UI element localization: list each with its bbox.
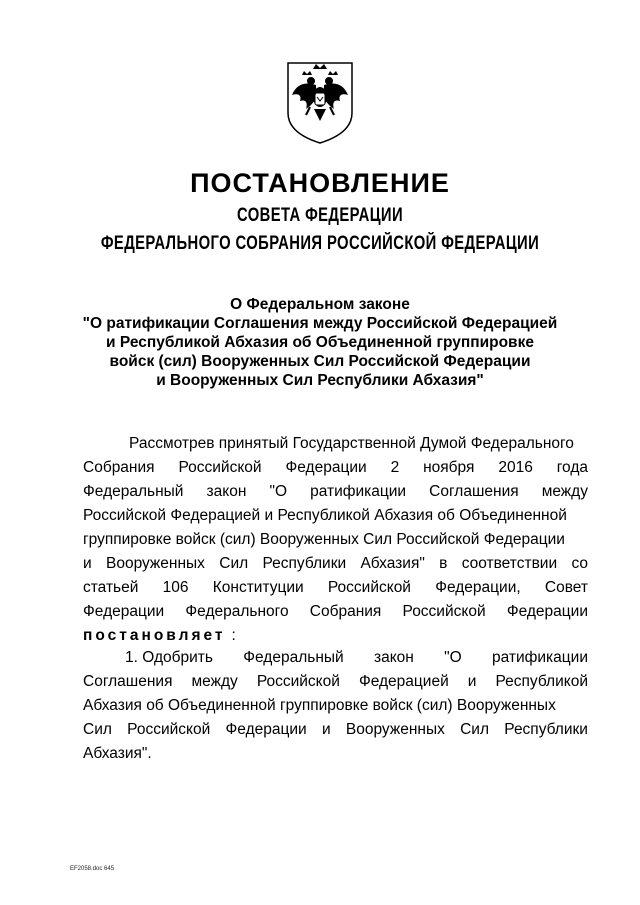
- law-heading-line: и Республикой Абхазия об Объединенной группировке: [106, 334, 534, 351]
- word: Вооруженных: [105, 555, 205, 572]
- word: группировке войск (сил) Вооруженных Сил Российской Федерации: [83, 531, 565, 548]
- word: Российской: [327, 579, 411, 596]
- word: закон: [373, 649, 414, 666]
- text-line: [83, 576, 588, 600]
- coat-of-arms-emblem: [280, 55, 360, 145]
- law-heading-line: "О ратификации Соглашения между Российской Федерацией: [82, 315, 558, 332]
- word: Абхазия об Объединенной группировке войск (сил) Вооруженных: [83, 697, 556, 714]
- document-title: ПОСТАНОВЛЕНИЕ: [190, 168, 450, 198]
- word: Собрания: [309, 603, 382, 620]
- word: 2: [390, 459, 400, 476]
- word: и: [83, 555, 92, 572]
- word: Российской: [256, 673, 340, 690]
- word: Федерации,: [435, 579, 521, 596]
- text-line: [83, 624, 588, 648]
- word: 1. Одобрить: [125, 649, 213, 666]
- word: закон: [206, 483, 247, 500]
- word: Республики: [262, 555, 347, 572]
- word: Федерации: [83, 603, 165, 620]
- word: ратификации: [491, 649, 588, 666]
- word: Федерации: [285, 459, 367, 476]
- word: "О: [269, 483, 288, 500]
- text-line: [83, 742, 588, 766]
- law-heading-line: войск (сил) Вооруженных Сил Российской Федерации: [109, 353, 531, 370]
- word: Абхазия": [360, 555, 425, 572]
- word: 2016: [498, 459, 533, 476]
- text-line: [83, 552, 588, 576]
- text-line: [83, 432, 588, 456]
- text-line: [83, 646, 588, 670]
- resolves-colon: :: [231, 627, 236, 644]
- word: Федеральный: [243, 649, 344, 666]
- word: Российской: [127, 721, 211, 738]
- word: года: [556, 459, 588, 476]
- word: Федерацией: [358, 673, 449, 690]
- word: между: [191, 673, 238, 690]
- word: Республикой: [495, 673, 588, 690]
- text-line: [83, 456, 588, 480]
- word: 106: [162, 579, 189, 596]
- word: Соглашения: [429, 483, 519, 500]
- law-heading-line: О Федеральном законе: [230, 296, 410, 313]
- issuer-line-1: СОВЕТА ФЕДЕРАЦИИ: [236, 205, 404, 226]
- word: ноября: [423, 459, 475, 476]
- word: Федерации: [225, 721, 307, 738]
- issuer-line-2: ФЕДЕРАЛЬНОГО СОБРАНИЯ РОССИЙСКОЙ ФЕДЕРАЦИИ: [100, 233, 540, 254]
- text-line: [83, 528, 588, 552]
- word: Сил: [83, 721, 112, 738]
- word: Рассмотрев принятый Государственной Думой Федерального: [129, 435, 574, 452]
- text-line: [83, 504, 588, 528]
- word: Российской Федерацией и Республикой Абхазия об Объединенной: [83, 507, 567, 524]
- word: Соглашения: [83, 673, 173, 690]
- preamble-paragraph: [83, 432, 588, 648]
- text-line: [83, 600, 588, 624]
- text-line: [83, 694, 588, 718]
- word: в: [439, 555, 448, 572]
- word: ратификации: [310, 483, 407, 500]
- word: Вооруженных: [345, 721, 445, 738]
- word: и: [321, 721, 331, 738]
- word: Российской: [402, 603, 486, 620]
- resolution-item-1: [83, 646, 588, 766]
- law-heading-line: и Вооруженных Сил Республики Абхазия": [156, 372, 484, 389]
- word: Сил: [219, 555, 249, 572]
- word: Федерации: [506, 603, 588, 620]
- word: Республики: [504, 721, 588, 738]
- text-line: [83, 670, 588, 694]
- word: Абхазия".: [83, 745, 152, 762]
- word: Российской: [178, 459, 262, 476]
- word: между: [541, 483, 588, 500]
- word: соответствии: [461, 555, 558, 572]
- word: Совет: [544, 579, 588, 596]
- word: Собрания: [83, 459, 155, 476]
- word: со: [571, 555, 588, 572]
- word: и: [467, 673, 477, 690]
- word: Федеральный: [83, 483, 184, 500]
- law-heading: [0, 295, 640, 390]
- word: "О: [444, 649, 462, 666]
- document-code: EF2058.doc 645: [70, 866, 115, 872]
- word: Конституции: [212, 579, 304, 596]
- text-line: [83, 718, 588, 742]
- word: статьей: [83, 579, 139, 596]
- resolves-word: постановляет: [83, 627, 226, 644]
- word: Федерального: [185, 603, 289, 620]
- text-line: [83, 480, 588, 504]
- word: Сил: [460, 721, 490, 738]
